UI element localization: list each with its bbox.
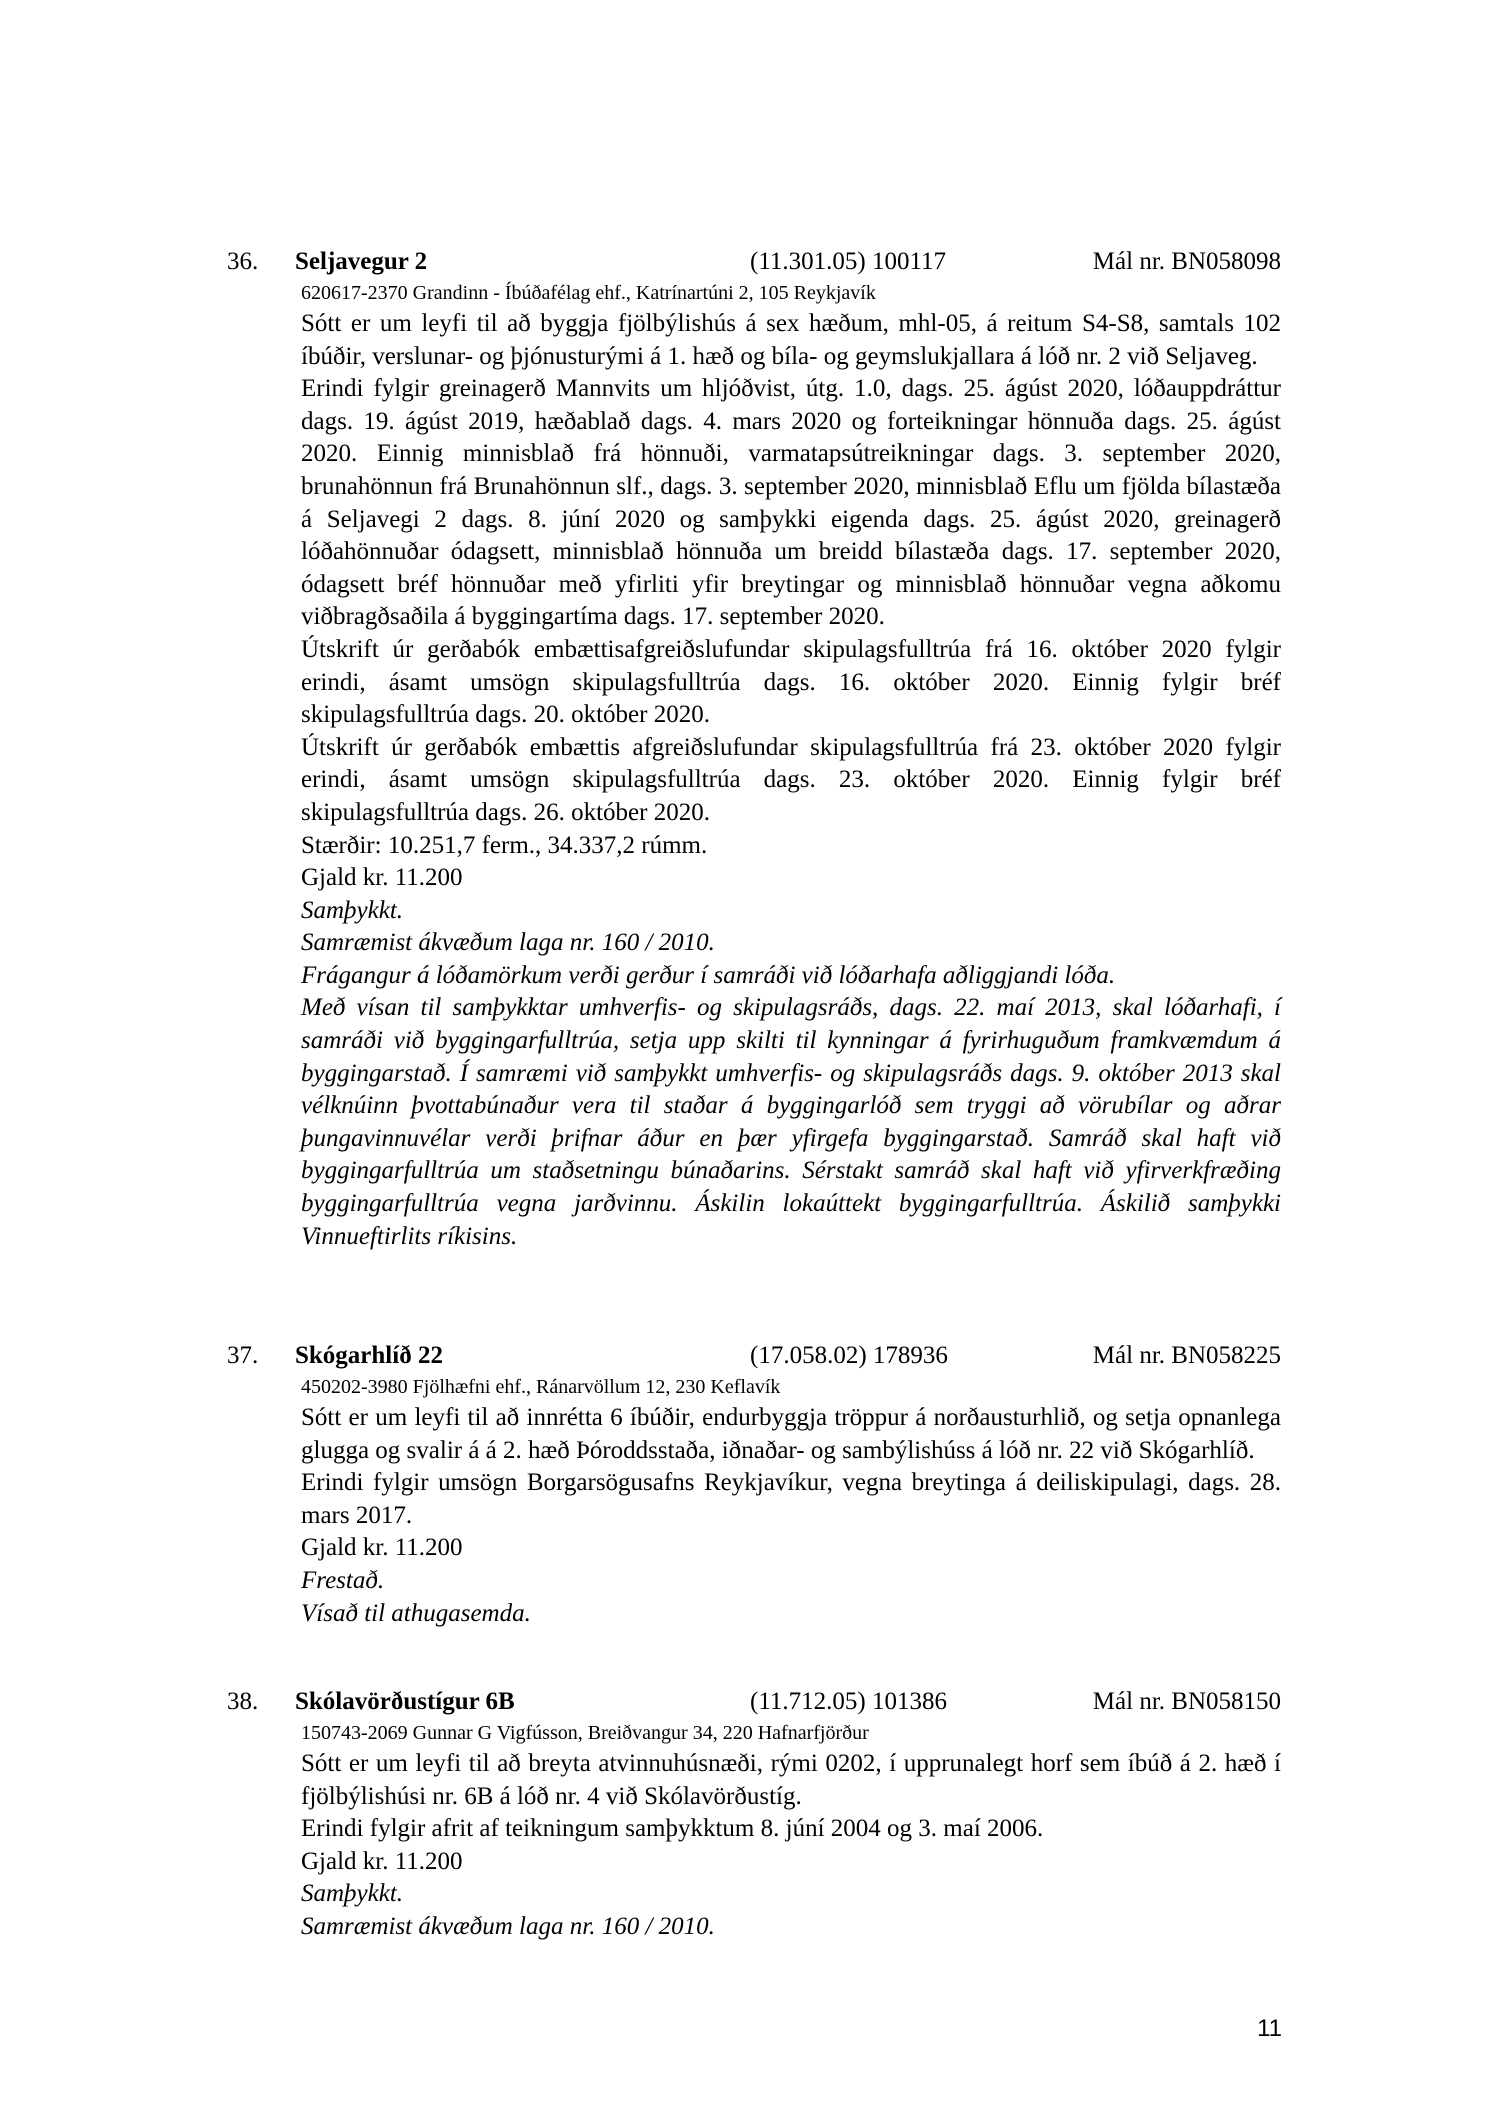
case-body [301,280,1281,1253]
case-mal-number: Mál nr. BN058225 [1092,1342,1281,1369]
case-entry-37 [227,1340,1281,1630]
case-decision: Frestað. [301,1566,385,1594]
case-body [301,1720,1281,1944]
case-decision-note: Með vísan til samþykktar umhverfis- og skipulagsráðs, dags. 22. maí 2013, skal lóðarhafi, í samráði við byggingarfulltrúa, setja upp skilti til kynningar á fyrirhuguðum framkvæmdum á byggingarstað. Í samræmi við samþykkt umhverfis- og skipulagsráðs dags. 9. október 2013 skal vélknúinn þvottabúnaður vera til staðar á byggingarlóð sem tryggi að vörubílar og aðrar þungavinnuvélar verði þrifnar áður en þær yfirgefa byggingarstað. Samráð skal haft við byggingarfulltrúa um staðsetningu búnaðarins. Sérstakt samráð skal haft við yfirverkfræðing byggingarfulltrúa vegna jarðvinnu. Áskilin lokaúttekt byggingarfulltrúa. Áskilið samþykki Vinnueftirlits ríkisins. [301,994,1281,1250]
case-header [227,246,1281,280]
case-applicant: 450202-3980 Fjölhæfni ehf., Ránarvöllum 12, 230 Keflavík [301,1376,781,1398]
case-title: Skógarhlíð 22 [295,1342,443,1369]
case-header [227,1340,1281,1374]
case-fee: Gjald kr. 11.200 [301,1534,463,1562]
case-decision: Samþykkt. [301,1880,404,1908]
case-decision-note: Vísað til athugasemda. [301,1599,531,1627]
case-applicant: 150743-2069 Gunnar G Vigfússon, Breiðvangur 34, 220 Hafnarfjörður [301,1722,869,1744]
case-paragraph: Erindi fylgir umsögn Borgarsögusafns Reykjavíkur, vegna breytinga á deiliskipulagi, dags. 28. mars 2017. [301,1469,1281,1529]
case-entry-36 [227,246,1281,1253]
case-paragraph: Sótt er um leyfi til að byggja fjölbýlishús á sex hæðum, mhl-05, á reitum S4-S8, samtals 102 íbúðir, verslunar- og þjónusturými á 1. hæð og bíla- og geymslukjallara á lóð nr. 2 við Seljaveg. [301,310,1281,370]
case-number: 38. [227,1688,259,1715]
case-paragraph: Erindi fylgir afrit af teikningum samþykktum 8. júní 2004 og 3. maí 2006. [301,1815,1044,1843]
case-applicant: 620617-2370 Grandinn - Íbúðafélag ehf., Katrínartúni 2, 105 Reykjavík [301,282,876,304]
case-mal-number: Mál nr. BN058150 [1092,1688,1281,1715]
case-fee: Gjald kr. 11.200 [301,864,463,892]
case-fee: Gjald kr. 11.200 [301,1847,463,1875]
case-paragraph: Sótt er um leyfi til að innrétta 6 íbúðir, endurbyggja tröppur á norðausturhlið, og setja opnanlega glugga og svalir á á 2. hæð Þóroddsstaða, iðnaðar- og sambýlishúss á lóð nr. 22 við Skógarhlíð. [301,1404,1281,1464]
case-number: 36. [227,248,259,275]
case-decision: Samþykkt. [301,896,404,924]
case-reference: (11.301.05) 100117 [750,248,947,275]
case-paragraph: Erindi fylgir greinagerð Mannvits um hljóðvist, útg. 1.0, dags. 25. ágúst 2020, lóðauppdráttur dags. 19. ágúst 2019, hæðablað dags. 4. mars 2020 og forteikningar hönnuða dags. 25. ágúst 2020. Einnig minnisblað frá hönnuði, varmatapsútreikningar dags. 3. september 2020, brunahönnun frá Brunahönnun slf., dags. 3. september 2020, minnisblað Eflu um fjölda bílastæða á Seljavegi 2 dags. 8. júní 2020 og samþykki eigenda dags. 25. ágúst 2020, greinagerð lóðahönnuðar ódagsett, minnisblað hönnuða um breidd bílastæða dags. 17. september 2020, ódagsett bréf hönnuðar með yfirliti yfir breytingar og minnisblað hönnuðar vegna aðkomu viðbragðsaðila á byggingartíma dags. 17. september 2020. [301,375,1281,631]
case-number: 37. [227,1342,259,1369]
case-paragraph: Sótt er um leyfi til að breyta atvinnuhúsnæði, rými 0202, í upprunalegt horf sem íbúð á 2. hæð í fjölbýlishúsi nr. 6B á lóð nr. 4 við Skólavörðustíg. [301,1750,1281,1810]
case-body [301,1374,1281,1630]
case-reference: (17.058.02) 178936 [750,1342,948,1369]
case-title: Seljavegur 2 [295,248,428,275]
case-dimensions: Stærðir: 10.251,7 ferm., 34.337,2 rúmm. [301,831,708,859]
case-title: Skólavörðustígur 6B [295,1688,515,1715]
case-mal-number: Mál nr. BN058098 [1092,248,1281,275]
page-number: 11 [1257,2015,1282,2042]
case-entry-38 [227,1686,1281,1944]
case-header [227,1686,1281,1720]
case-decision-note: Samræmist ákvæðum laga nr. 160 / 2010. [301,1912,715,1940]
case-paragraph: Útskrift úr gerðabók embættisafgreiðslufundar skipulagsfulltrúa frá 16. október 2020 fylgir erindi, ásamt umsögn skipulagsfulltrúa dags. 16. október 2020. Einnig fylgir bréf skipulagsfulltrúa dags. 20. október 2020. [301,635,1281,729]
case-decision-note: Samræmist ákvæðum laga nr. 160 / 2010. [301,929,715,957]
case-paragraph: Útskrift úr gerðabók embættis afgreiðslufundar skipulagsfulltrúa frá 23. október 2020 fylgir erindi, ásamt umsögn skipulagsfulltrúa dags. 23. október 2020. Einnig fylgir bréf skipulagsfulltrúa dags. 26. október 2020. [301,733,1281,826]
case-reference: (11.712.05) 101386 [750,1688,947,1715]
case-decision-note: Frágangur á lóðamörkum verði gerður í samráði við lóðarhafa aðliggjandi lóða. [301,961,1116,989]
